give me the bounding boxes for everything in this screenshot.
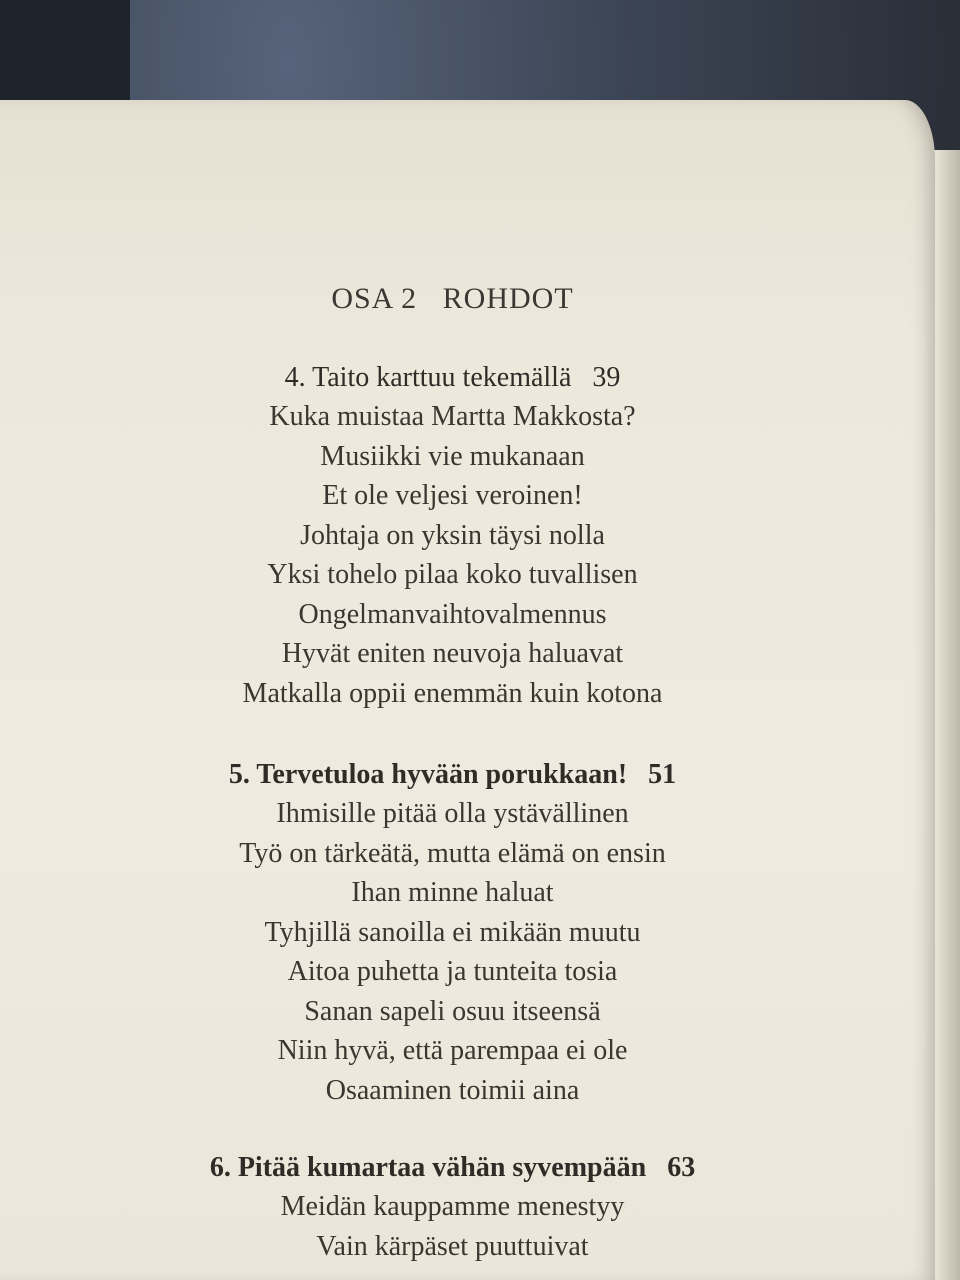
- section-title: OSA 2 ROHDOT: [331, 282, 574, 315]
- chapter-heading: [0, 1148, 905, 1187]
- chapter-page-number: 63: [667, 1152, 696, 1183]
- toc-entry: Niin hyvä, että parempaa ei ole: [277, 1035, 628, 1066]
- toc-entry: Sanan sapeli osuu itseensä: [304, 995, 601, 1027]
- toc-entry: Yksi tohelo pilaa koko tuvallisen: [267, 559, 638, 590]
- chapter-title: Tervetuloa hyvään porukkaan!: [256, 759, 628, 790]
- toc-entry: Työ on tärkeätä, mutta elämä on ensin: [239, 837, 666, 869]
- chapter-number: 6.: [209, 1152, 231, 1183]
- toc-entry: Johtaja on yksin täysi nolla: [300, 519, 605, 551]
- chapter-title: Pitää kumartaa vähän syvempään: [237, 1152, 647, 1183]
- chapter-page-number: 39: [592, 362, 621, 393]
- toc-entry: Osaaminen toimii aina: [325, 1074, 580, 1106]
- chapter-number: 5.: [228, 759, 250, 790]
- toc-entry: Matkalla oppii enemmän kuin kotona: [242, 677, 663, 709]
- toc-entry: Et ole veljesi veroinen!: [322, 480, 583, 511]
- toc-entry: Kuka muistaa Martta Makkosta?: [269, 401, 636, 432]
- toc-entry: Aitoa puhetta ja tunteita tosia: [287, 956, 618, 987]
- chapter-4: [0, 358, 905, 713]
- chapter-6: [0, 1148, 905, 1266]
- toc-entry: Hyvät eniten neuvoja haluavat: [281, 638, 624, 669]
- toc-entry: Tyhjillä sanoilla ei mikään muutu: [264, 916, 641, 948]
- chapter-heading: [0, 358, 905, 397]
- toc-entry: Ihmisille pitää olla ystävällinen: [276, 798, 629, 829]
- chapter-number: 4.: [284, 362, 306, 393]
- chapter-5: [0, 755, 905, 1110]
- background-shadow: [0, 0, 130, 110]
- chapter-title: Taito karttuu tekemällä: [312, 362, 572, 393]
- book-page: [0, 100, 935, 1280]
- toc-entry: Vain kärpäset puuttuivat: [316, 1230, 589, 1262]
- toc-entry: Musiikki vie mukanaan: [320, 440, 585, 472]
- table-of-contents: [0, 100, 935, 1280]
- toc-entry: Ihan minne haluat: [351, 877, 554, 908]
- chapter-page-number: 51: [648, 759, 677, 790]
- toc-entry: Meidän kauppamme menestyy: [280, 1191, 625, 1222]
- chapter-heading: [0, 755, 905, 794]
- toc-entry: Ongelmanvaihtovalmennus: [298, 598, 607, 630]
